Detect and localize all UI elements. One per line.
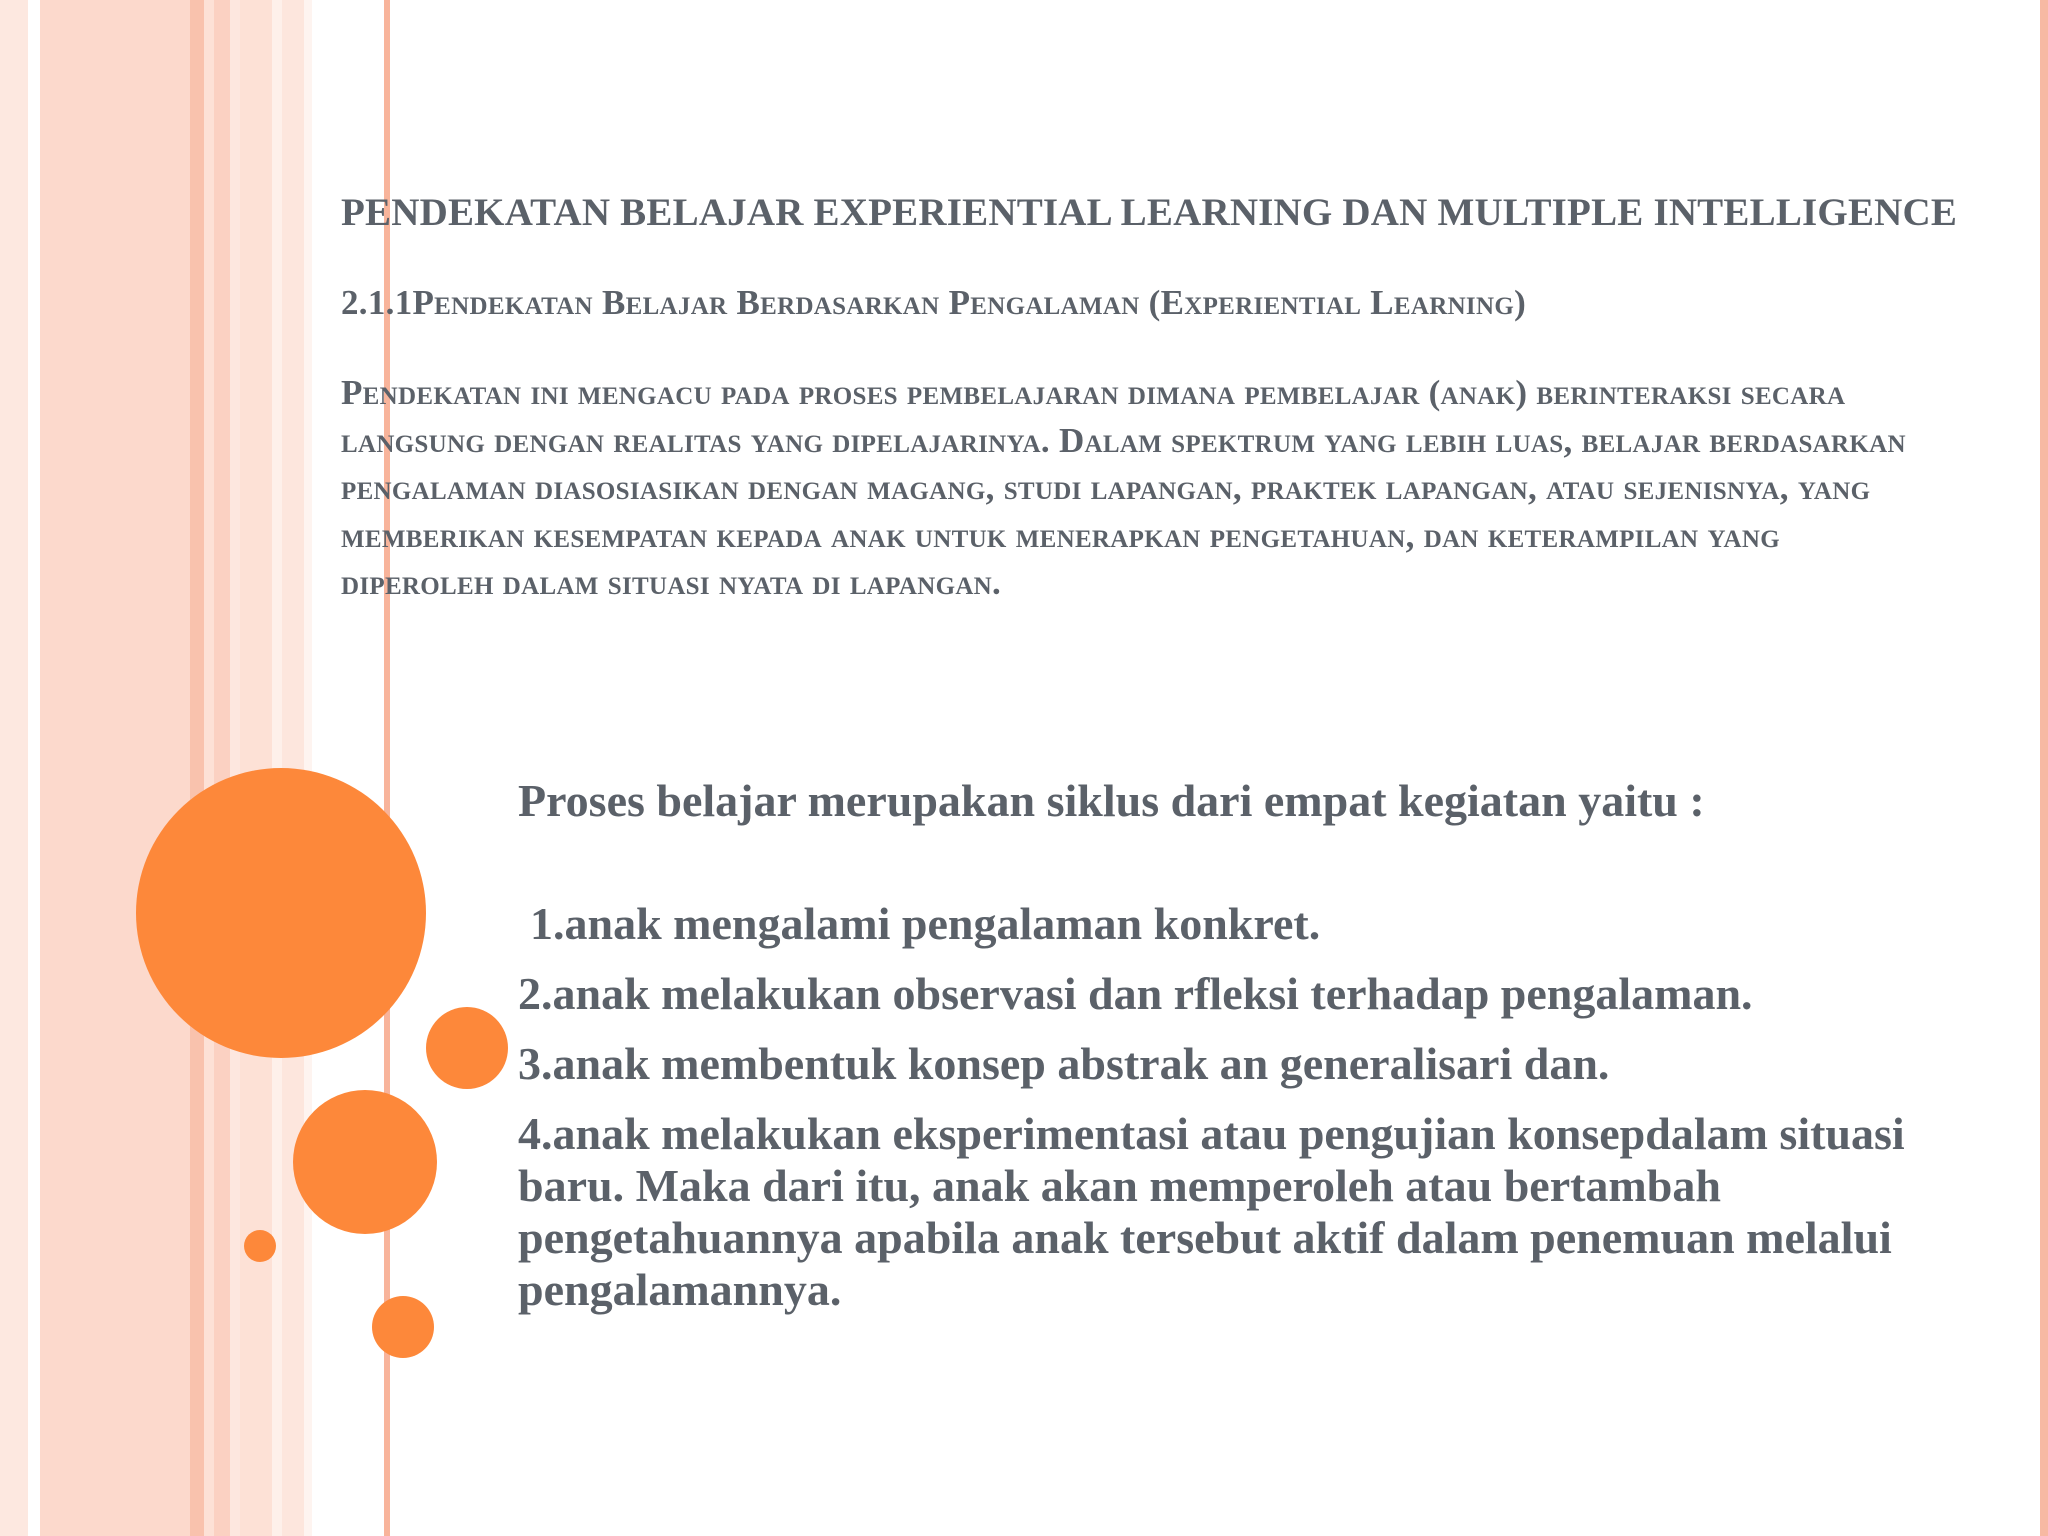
slide-title: PENDEKATAN BELAJAR EXPERIENTIAL LEARNING DAN MULTIPLE INTELLIGENCE — [341, 191, 1958, 234]
stripe — [204, 0, 214, 1536]
stripe — [0, 0, 28, 1536]
stripe — [230, 0, 240, 1536]
section-subtitle: 2.1.1Pendekatan Belajar Berdasarkan Pengalaman (Experiential Learning) — [341, 283, 1527, 322]
slide-content — [518, 772, 1938, 1316]
stripe — [190, 0, 204, 1536]
stripe — [28, 0, 40, 1536]
stripe — [304, 0, 312, 1536]
tiny-orange-circle — [244, 1230, 276, 1262]
small-orange-circle — [426, 1007, 508, 1089]
list-item: 4.anak melakukan eksperimentasi atau pengujian konsepdalam situasi baru. Maka dari itu, anak akan memperoleh atau bertambah pengetahuannya apabila anak tersebut aktif dalam penemuan melalui pengalamannya. — [518, 1108, 1905, 1315]
list-item: 2.anak melakukan observasi dan rfleksi terhadap pengalaman. — [518, 968, 1753, 1019]
steps-list — [518, 898, 1938, 1316]
list-item: 1.anak mengalami pengalaman konkret. — [530, 898, 1321, 949]
small-orange-circle — [372, 1296, 434, 1358]
slide-heading-block — [341, 188, 1981, 607]
medium-orange-circle — [293, 1090, 437, 1234]
large-orange-circle — [136, 768, 426, 1058]
intro-text: Proses belajar merupakan siklus dari empat kegiatan yaitu : — [518, 775, 1705, 826]
stripe — [214, 0, 230, 1536]
stripe — [40, 0, 190, 1536]
list-item: 3.anak membentuk konsep abstrak an generalisari dan. — [518, 1038, 1610, 1089]
right-edge-stripe — [2040, 0, 2048, 1536]
section-paragraph: Pendekatan ini mengacu pada proses pembelajaran dimana pembelajar (anak) berinteraksi secara langsung dengan realitas yang dipelajarinya. Dalam spektrum yang lebih luas, belajar berdasarkan pengalaman diasosiasikan dengan magang, studi lapangan, praktek lapangan, atau sejenisnya, yang memberikan kesempatan kepada anak untuk menerapkan pengetahuan, dan keterampilan yang diperoleh dalam situasi nyata di lapangan. — [341, 373, 1906, 602]
